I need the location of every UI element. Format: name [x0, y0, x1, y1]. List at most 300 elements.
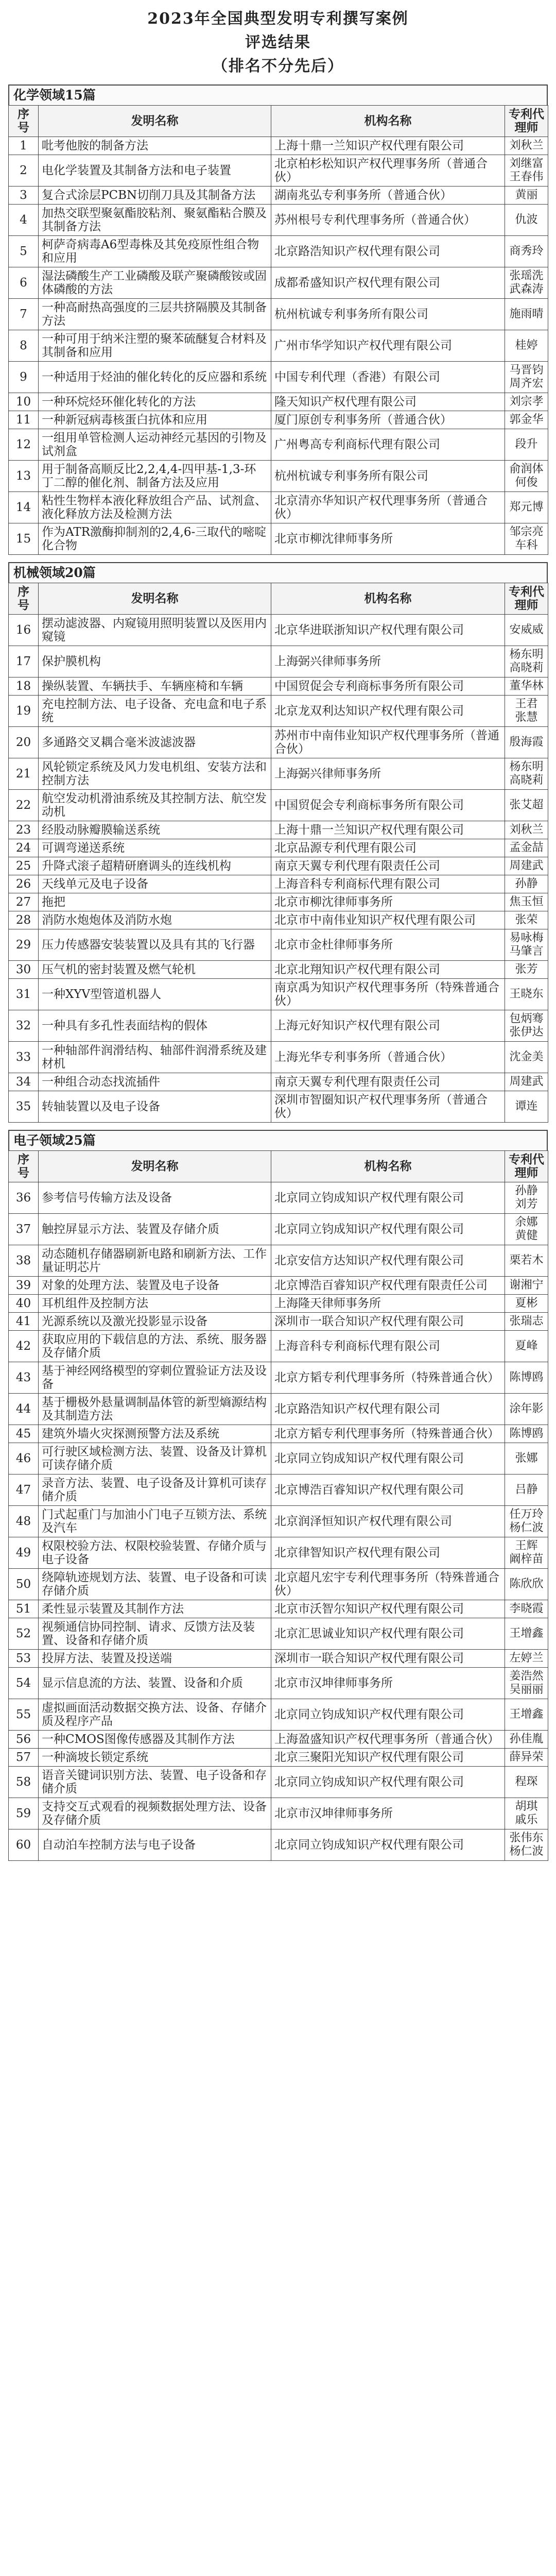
- patent-agent: 陈博鸥: [505, 1425, 548, 1443]
- invention-name: 一种组合动态找流插件: [39, 1073, 271, 1091]
- row-number: 41: [9, 1313, 39, 1331]
- table-row: [9, 1443, 548, 1475]
- patent-agent: 仇波: [505, 205, 548, 236]
- agency-name: 杭州杭诚专利事务所有限公司: [271, 299, 505, 330]
- row-number: 54: [9, 1668, 39, 1699]
- table-row: [9, 330, 548, 362]
- row-number: 47: [9, 1475, 39, 1506]
- patent-agent: 孙佳胤: [505, 1731, 548, 1749]
- invention-name: 一种高耐热高强度的三层共挤隔膜及其制备方法: [39, 299, 271, 330]
- table-row: [9, 299, 548, 330]
- table-row: [9, 1749, 548, 1767]
- header-no: 序号: [9, 1151, 39, 1182]
- invention-name: 一种滴坡长锁定系统: [39, 1749, 271, 1767]
- row-number: 26: [9, 875, 39, 893]
- invention-name: 升降式滚子超精研磨调头的连线机构: [39, 857, 271, 875]
- agency-name: 南京天翼专利代理有限责任公司: [271, 857, 505, 875]
- agency-name: 北京北翔知识产权代理有限公司: [271, 961, 505, 979]
- patent-agent: 左婷兰: [505, 1650, 548, 1668]
- agency-name: 中国专利代理（香港）有限公司: [271, 362, 505, 393]
- table-row: [9, 1042, 548, 1073]
- invention-name: 绕障轨迹规划方法、装置、电子设备和可读存储介质: [39, 1569, 271, 1600]
- row-number: 18: [9, 677, 39, 696]
- table-row: [9, 961, 548, 979]
- invention-name: 消防水炮炮体及消防水炮: [39, 911, 271, 929]
- patent-agent: 薛异荣: [505, 1749, 548, 1767]
- agency-name: 北京博浩百睿知识产权代理有限公司: [271, 1475, 505, 1506]
- agency-name: 深圳市智圈知识产权代理事务所（普通合伙）: [271, 1091, 505, 1123]
- table-row: [9, 1767, 548, 1798]
- patent-agent: 邹宗亮 车科: [505, 523, 548, 555]
- row-number: 4: [9, 205, 39, 236]
- agency-name: 北京同立钧成知识产权代理有限公司: [271, 1214, 505, 1245]
- agency-name: 广州粤高专利商标代理有限公司: [271, 429, 505, 461]
- invention-name: 加热交联型聚氨酯胶粘剂、聚氨酯粘合膜及其制备方法: [39, 205, 271, 236]
- agency-name: 北京超凡宏宇专利代理事务所（特殊普通合伙）: [271, 1569, 505, 1600]
- table-row: [9, 857, 548, 875]
- row-number: 7: [9, 299, 39, 330]
- invention-name: 一种XYV型管道机器人: [39, 979, 271, 1010]
- agency-name: 上海光华专利事务所（普通合伙）: [271, 1042, 505, 1073]
- table-row: [9, 1537, 548, 1569]
- agency-name: 北京路浩知识产权代理有限公司: [271, 236, 505, 267]
- agency-name: 北京市中南伟业知识产权代理有限公司: [271, 911, 505, 929]
- agency-name: 厦门原创专利事务所（普通合伙）: [271, 411, 505, 429]
- patent-agent: 郭金华: [505, 411, 548, 429]
- patent-agent: 夏彬: [505, 1295, 548, 1313]
- agency-name: 上海元好知识产权代理有限公司: [271, 1010, 505, 1042]
- table-row: [9, 1668, 548, 1699]
- agency-name: 北京市汉坤律师事务所: [271, 1798, 505, 1829]
- sections-container: [8, 84, 548, 1861]
- table-row: [9, 523, 548, 555]
- agency-name: 北京三聚阳光知识产权代理有限公司: [271, 1749, 505, 1767]
- table-row: [9, 1829, 548, 1861]
- patent-agent: 董华林: [505, 677, 548, 696]
- patent-agent: 吕静: [505, 1475, 548, 1506]
- row-number: 15: [9, 523, 39, 555]
- agency-name: 北京市汉坤律师事务所: [271, 1668, 505, 1699]
- row-number: 45: [9, 1425, 39, 1443]
- table-row: [9, 696, 548, 727]
- row-number: 8: [9, 330, 39, 362]
- patent-agent: 余娜 黄健: [505, 1214, 548, 1245]
- row-number: 12: [9, 429, 39, 461]
- patent-agent: 张瑶洗 武森涛: [505, 267, 548, 299]
- table-row: [9, 1394, 548, 1425]
- row-number: 14: [9, 492, 39, 523]
- row-number: 9: [9, 362, 39, 393]
- header-name: 发明名称: [39, 106, 271, 137]
- table-row: [9, 205, 548, 236]
- patent-agent: 胡琪 戚乐: [505, 1798, 548, 1829]
- patent-agent: 桂婷: [505, 330, 548, 362]
- agency-name: 北京律智知识产权代理有限公司: [271, 1537, 505, 1569]
- table-row: [9, 1731, 548, 1749]
- table-row: [9, 1699, 548, 1731]
- patent-agent: 张娜: [505, 1443, 548, 1475]
- row-number: 60: [9, 1829, 39, 1861]
- header-row: [9, 106, 548, 137]
- row-number: 50: [9, 1569, 39, 1600]
- patent-agent: 安威威: [505, 615, 548, 646]
- row-number: 34: [9, 1073, 39, 1091]
- table-row: [9, 1506, 548, 1537]
- patent-agent: 杨东明 高晓莉: [505, 758, 548, 790]
- agency-name: 北京品源专利代理有限公司: [271, 839, 505, 857]
- agency-name: 上海十鼎一兰知识产权代理有限公司: [271, 821, 505, 839]
- row-number: 55: [9, 1699, 39, 1731]
- invention-name: 经股动脉瓣膜输送系统: [39, 821, 271, 839]
- patent-agent: 李晓霞: [505, 1600, 548, 1618]
- row-number: 5: [9, 236, 39, 267]
- row-number: 32: [9, 1010, 39, 1042]
- agency-name: 中国贸促会专利商标事务所有限公司: [271, 677, 505, 696]
- row-number: 2: [9, 155, 39, 187]
- agency-name: 北京同立钧成知识产权代理有限公司: [271, 1443, 505, 1475]
- table-row: [9, 393, 548, 411]
- invention-name: 航空发动机滑油系统及其控制方法、航空发动机: [39, 790, 271, 821]
- agency-name: 北京柏杉松知识产权代理事务所（普通合伙）: [271, 155, 505, 187]
- table-row: [9, 911, 548, 929]
- patent-agent: 孙静: [505, 875, 548, 893]
- table-row: [9, 1295, 548, 1313]
- agency-name: 北京市柳沈律师事务所: [271, 893, 505, 911]
- invention-name: 一种可用于纳米注塑的聚苯硫醚复合材料及其制备和应用: [39, 330, 271, 362]
- table-row: [9, 137, 548, 155]
- invention-name: 吡考他胺的制备方法: [39, 137, 271, 155]
- row-number: 29: [9, 929, 39, 961]
- patent-agent: 刘继富 王春伟: [505, 155, 548, 187]
- patent-agent: 殷海霞: [505, 727, 548, 758]
- patent-agent: 程琛: [505, 1767, 548, 1798]
- patent-agent: 张伟东 杨仁波: [505, 1829, 548, 1861]
- header-agency: 机构名称: [271, 106, 505, 137]
- row-number: 23: [9, 821, 39, 839]
- table-row: [9, 236, 548, 267]
- invention-name: 门式起重门与加油小门电子互锁方法、系统及汽车: [39, 1506, 271, 1537]
- table-row: [9, 1650, 548, 1668]
- row-number: 51: [9, 1600, 39, 1618]
- patent-agent: 谭连: [505, 1091, 548, 1123]
- patent-agent: 陈博鸥: [505, 1362, 548, 1394]
- table-row: [9, 267, 548, 299]
- table-row: [9, 411, 548, 429]
- patent-agent: 郑元博: [505, 492, 548, 523]
- invention-name: 一种适用于烃油的催化转化的反应器和系统: [39, 362, 271, 393]
- agency-name: 苏州市中南伟业知识产权代理事务所（普通合伙）: [271, 727, 505, 758]
- table-row: [9, 646, 548, 677]
- row-number: 37: [9, 1214, 39, 1245]
- results-table: [8, 583, 548, 1123]
- table-row: [9, 1073, 548, 1091]
- row-number: 27: [9, 893, 39, 911]
- invention-name: 视频通信协同控制、请求、反馈方法及装置、设备和存储介质: [39, 1618, 271, 1650]
- invention-name: 多通路交叉耦合毫米波滤波器: [39, 727, 271, 758]
- agency-name: 杭州杭诚专利事务所有限公司: [271, 461, 505, 492]
- agency-name: 北京同立钧成知识产权代理有限公司: [271, 1767, 505, 1798]
- invention-name: 用于制备高顺反比2,2,4,4-四甲基-1,3-环丁二醇的催化剂、制备方法及应用: [39, 461, 271, 492]
- row-number: 19: [9, 696, 39, 727]
- invention-name: 保护膜机构: [39, 646, 271, 677]
- invention-name: 一组用单管检测人运动神经元基因的引物及试剂盒: [39, 429, 271, 461]
- row-number: 30: [9, 961, 39, 979]
- agency-name: 上海音科专利商标代理有限公司: [271, 875, 505, 893]
- table-row: [9, 1569, 548, 1600]
- invention-name: 一种CMOS图像传感器及其制作方法: [39, 1731, 271, 1749]
- row-number: 11: [9, 411, 39, 429]
- invention-name: 录音方法、装置、电子设备及计算机可读存储介质: [39, 1475, 271, 1506]
- table-row: [9, 1425, 548, 1443]
- table-row: [9, 1618, 548, 1650]
- invention-name: 对象的处理方法、装置及电子设备: [39, 1277, 271, 1295]
- patent-agent: 王增鑫: [505, 1618, 548, 1650]
- patent-agent: 段升: [505, 429, 548, 461]
- patent-agent: 王君 张慧: [505, 696, 548, 727]
- row-number: 49: [9, 1537, 39, 1569]
- table-row: [9, 1091, 548, 1123]
- agency-name: 深圳市一联合知识产权代理有限公司: [271, 1313, 505, 1331]
- row-number: 17: [9, 646, 39, 677]
- results-table: [8, 1150, 548, 1861]
- invention-name: 粘性生物样本液化释放组合产品、试剂盒、液化释放方法及检测方法: [39, 492, 271, 523]
- table-row: [9, 155, 548, 187]
- invention-name: 显示信息流的方法、装置、设备和介质: [39, 1668, 271, 1699]
- invention-name: 一种环烷烃环催化转化的方法: [39, 393, 271, 411]
- row-number: 6: [9, 267, 39, 299]
- row-number: 22: [9, 790, 39, 821]
- row-number: 42: [9, 1331, 39, 1362]
- invention-name: 基于栅极外悬量调制晶体管的新型熵源结构及其制造方法: [39, 1394, 271, 1425]
- invention-name: 可调弯递送系统: [39, 839, 271, 857]
- row-number: 58: [9, 1767, 39, 1798]
- invention-name: 基于神经网络模型的穿刺位置验证方法及设备: [39, 1362, 271, 1394]
- patent-agent: 黄丽: [505, 187, 548, 205]
- patent-agent: 刘秋兰: [505, 821, 548, 839]
- row-number: 33: [9, 1042, 39, 1073]
- agency-name: 北京市沃智尔知识产权代理有限公司: [271, 1600, 505, 1618]
- table-row: [9, 1313, 548, 1331]
- agency-name: 北京润泽恒知识产权代理有限公司: [271, 1506, 505, 1537]
- invention-name: 充电控制方法、电子设备、充电盒和电子系统: [39, 696, 271, 727]
- results-table: [8, 105, 548, 555]
- table-row: [9, 1182, 548, 1214]
- table-row: [9, 758, 548, 790]
- row-number: 10: [9, 393, 39, 411]
- row-number: 40: [9, 1295, 39, 1313]
- agency-name: 北京龙双利达知识产权代理有限公司: [271, 696, 505, 727]
- header-name: 发明名称: [39, 1151, 271, 1182]
- table-row: [9, 677, 548, 696]
- patent-agent: 王晓东: [505, 979, 548, 1010]
- row-number: 36: [9, 1182, 39, 1214]
- patent-agent: 任万玲 杨仁波: [505, 1506, 548, 1537]
- agency-name: 上海弼兴律师事务所: [271, 758, 505, 790]
- agency-name: 苏州根号专利代理事务所（普通合伙）: [271, 205, 505, 236]
- invention-name: 一种具有多孔性表面结构的假体: [39, 1010, 271, 1042]
- table-row: [9, 727, 548, 758]
- section: [8, 562, 548, 1123]
- invention-name: 虚拟画面活动数据交换方法、设备、存储介质及程序产品: [39, 1699, 271, 1731]
- invention-name: 拖把: [39, 893, 271, 911]
- patent-agent: 陈欣欣: [505, 1569, 548, 1600]
- agency-name: 北京方韬专利代理事务所（特殊普通合伙）: [271, 1425, 505, 1443]
- invention-name: 作为ATR激酶抑制剂的2,4,6-三取代的嘧啶化合物: [39, 523, 271, 555]
- table-row: [9, 1331, 548, 1362]
- agency-name: 北京博浩百睿知识产权代理有限责任公司: [271, 1277, 505, 1295]
- row-number: 3: [9, 187, 39, 205]
- invention-name: 电化学装置及其制备方法和电子装置: [39, 155, 271, 187]
- invention-name: 压气机的密封装置及燃气轮机: [39, 961, 271, 979]
- table-row: [9, 187, 548, 205]
- row-number: 44: [9, 1394, 39, 1425]
- table-row: [9, 1600, 548, 1618]
- patent-agent: 涂年影: [505, 1394, 548, 1425]
- table-row: [9, 839, 548, 857]
- row-number: 1: [9, 137, 39, 155]
- header-agent: 专利代理师: [505, 583, 548, 615]
- agency-name: 成都希盛知识产权代理有限公司: [271, 267, 505, 299]
- patent-agent: 施雨晴: [505, 299, 548, 330]
- patent-agent: 沈金美: [505, 1042, 548, 1073]
- agency-name: 北京路浩知识产权代理有限公司: [271, 1394, 505, 1425]
- row-number: 57: [9, 1749, 39, 1767]
- invention-name: 操纵装置、车辆扶手、车辆座椅和车辆: [39, 677, 271, 696]
- patent-agent: 孟金喆: [505, 839, 548, 857]
- agency-name: 上海盈盛知识产权代理事务所（普通合伙）: [271, 1731, 505, 1749]
- invention-name: 可行驶区域检测方法、装置、设备及计算机可读存储介质: [39, 1443, 271, 1475]
- table-row: [9, 492, 548, 523]
- invention-name: 获取应用的下载信息的方法、系统、服务器及存储介质: [39, 1331, 271, 1362]
- row-number: 16: [9, 615, 39, 646]
- invention-name: 耳机组件及控制方法: [39, 1295, 271, 1313]
- header-agent: 专利代理师: [505, 1151, 548, 1182]
- page-subtitle: 评选结果: [245, 33, 311, 52]
- agency-name: 北京同立钧成知识产权代理有限公司: [271, 1699, 505, 1731]
- agency-name: 上海弼兴律师事务所: [271, 646, 505, 677]
- invention-name: 天线单元及电子设备: [39, 875, 271, 893]
- invention-name: 湿法磷酸生产工业磷酸及联产聚磷酸铵或固体磷酸的方法: [39, 267, 271, 299]
- section-title: 化学领域15篇: [8, 84, 548, 105]
- table-row: [9, 1245, 548, 1277]
- agency-name: 上海十鼎一兰知识产权代理有限公司: [271, 137, 505, 155]
- row-number: 20: [9, 727, 39, 758]
- table-row: [9, 821, 548, 839]
- patent-agent: 刘宗孝: [505, 393, 548, 411]
- table-row: [9, 1277, 548, 1295]
- invention-name: 摆动滤波器、内窥镜用照明装置以及医用内窥镜: [39, 615, 271, 646]
- agency-name: 南京天翼专利代理有限责任公司: [271, 1073, 505, 1091]
- table-row: [9, 979, 548, 1010]
- agency-name: 北京华进联浙知识产权代理有限公司: [271, 615, 505, 646]
- row-number: 28: [9, 911, 39, 929]
- invention-name: 参考信号传输方法及设备: [39, 1182, 271, 1214]
- invention-name: 风轮锁定系统及风力发电机组、安装方法和控制方法: [39, 758, 271, 790]
- invention-name: 权限校验方法、权限校验装置、存储介质与电子设备: [39, 1537, 271, 1569]
- row-number: 35: [9, 1091, 39, 1123]
- table-row: [9, 1362, 548, 1394]
- table-row: [9, 1798, 548, 1829]
- patent-agent: 周建武: [505, 857, 548, 875]
- patent-agent: 马晋钧 周齐宏: [505, 362, 548, 393]
- patent-agent: 商秀玲: [505, 236, 548, 267]
- table-row: [9, 1010, 548, 1042]
- invention-name: 压力传感器安装装置以及具有其的飞行器: [39, 929, 271, 961]
- agency-name: 北京安信方达知识产权代理有限公司: [271, 1245, 505, 1277]
- header-row: [9, 583, 548, 615]
- section: [8, 84, 548, 555]
- invention-name: 投屏方法、装置及投送端: [39, 1650, 271, 1668]
- agency-name: 上海音科专利商标代理有限公司: [271, 1331, 505, 1362]
- table-row: [9, 362, 548, 393]
- invention-name: 转轴装置以及电子设备: [39, 1091, 271, 1123]
- patent-agent: 张艾超: [505, 790, 548, 821]
- ranking-note: （排名不分先后）: [212, 57, 344, 75]
- patent-agent: 谢湘宁: [505, 1277, 548, 1295]
- invention-name: 一种轴部件润滑结构、轴部件润滑系统及建材机: [39, 1042, 271, 1073]
- invention-name: 柯萨奇病毒A6型毒株及其免疫原性组合物和应用: [39, 236, 271, 267]
- patent-agent: 周建武: [505, 1073, 548, 1091]
- patent-agent: 王辉 阚梓苗: [505, 1537, 548, 1569]
- table-row: [9, 790, 548, 821]
- patent-agent: 俞润体 何俊: [505, 461, 548, 492]
- header-no: 序号: [9, 106, 39, 137]
- patent-agent: 姜浩然 吴丽丽: [505, 1668, 548, 1699]
- invention-name: 复合式涂层PCBN切削刀具及其制备方法: [39, 187, 271, 205]
- table-row: [9, 615, 548, 646]
- agency-name: 北京同立钧成知识产权代理有限公司: [271, 1829, 505, 1861]
- agency-name: 中国贸促会专利商标事务所有限公司: [271, 790, 505, 821]
- patent-agent: 栗若木: [505, 1245, 548, 1277]
- agency-name: 湖南兆弘专利事务所（普通合伙）: [271, 187, 505, 205]
- row-number: 48: [9, 1506, 39, 1537]
- patent-agent: 张瑞志: [505, 1313, 548, 1331]
- patent-agent: 易咏梅 马肇言: [505, 929, 548, 961]
- agency-name: 隆天知识产权代理有限公司: [271, 393, 505, 411]
- row-number: 21: [9, 758, 39, 790]
- invention-name: 柔性显示装置及其制作方法: [39, 1600, 271, 1618]
- agency-name: 南京禹为知识产权代理事务所（特殊普通合伙）: [271, 979, 505, 1010]
- patent-agent: 张芳: [505, 961, 548, 979]
- patent-agent: 焦玉恒: [505, 893, 548, 911]
- patent-agent: 王增鑫: [505, 1699, 548, 1731]
- invention-name: 语音关键词识别方法、装置、电子设备和存储介质: [39, 1767, 271, 1798]
- section-title: 机械领域20篇: [8, 562, 548, 583]
- invention-name: 支持交互式观看的视频数据处理方法、设备及存储介质: [39, 1798, 271, 1829]
- header-agency: 机构名称: [271, 1151, 505, 1182]
- table-row: [9, 875, 548, 893]
- agency-name: 广州市华学知识产权代理有限公司: [271, 330, 505, 362]
- patent-agent: 杨东明 高晓莉: [505, 646, 548, 677]
- table-row: [9, 461, 548, 492]
- row-number: 59: [9, 1798, 39, 1829]
- invention-name: 触控屏显示方法、装置及存储介质: [39, 1214, 271, 1245]
- patent-agent: 孙静 刘芳: [505, 1182, 548, 1214]
- section-title: 电子领域25篇: [8, 1130, 548, 1150]
- row-number: 52: [9, 1618, 39, 1650]
- page-title: 2023年全国典型发明专利撰写案例: [147, 10, 409, 28]
- invention-name: 动态随机存储器刷新电路和刷新方法、工作量证明芯片: [39, 1245, 271, 1277]
- header-name: 发明名称: [39, 583, 271, 615]
- table-row: [9, 1214, 548, 1245]
- patent-agent: 刘秋兰: [505, 137, 548, 155]
- patent-agent: 张荣: [505, 911, 548, 929]
- row-number: 24: [9, 839, 39, 857]
- row-number: 13: [9, 461, 39, 492]
- header-no: 序号: [9, 583, 39, 615]
- section: [8, 1130, 548, 1861]
- table-row: [9, 893, 548, 911]
